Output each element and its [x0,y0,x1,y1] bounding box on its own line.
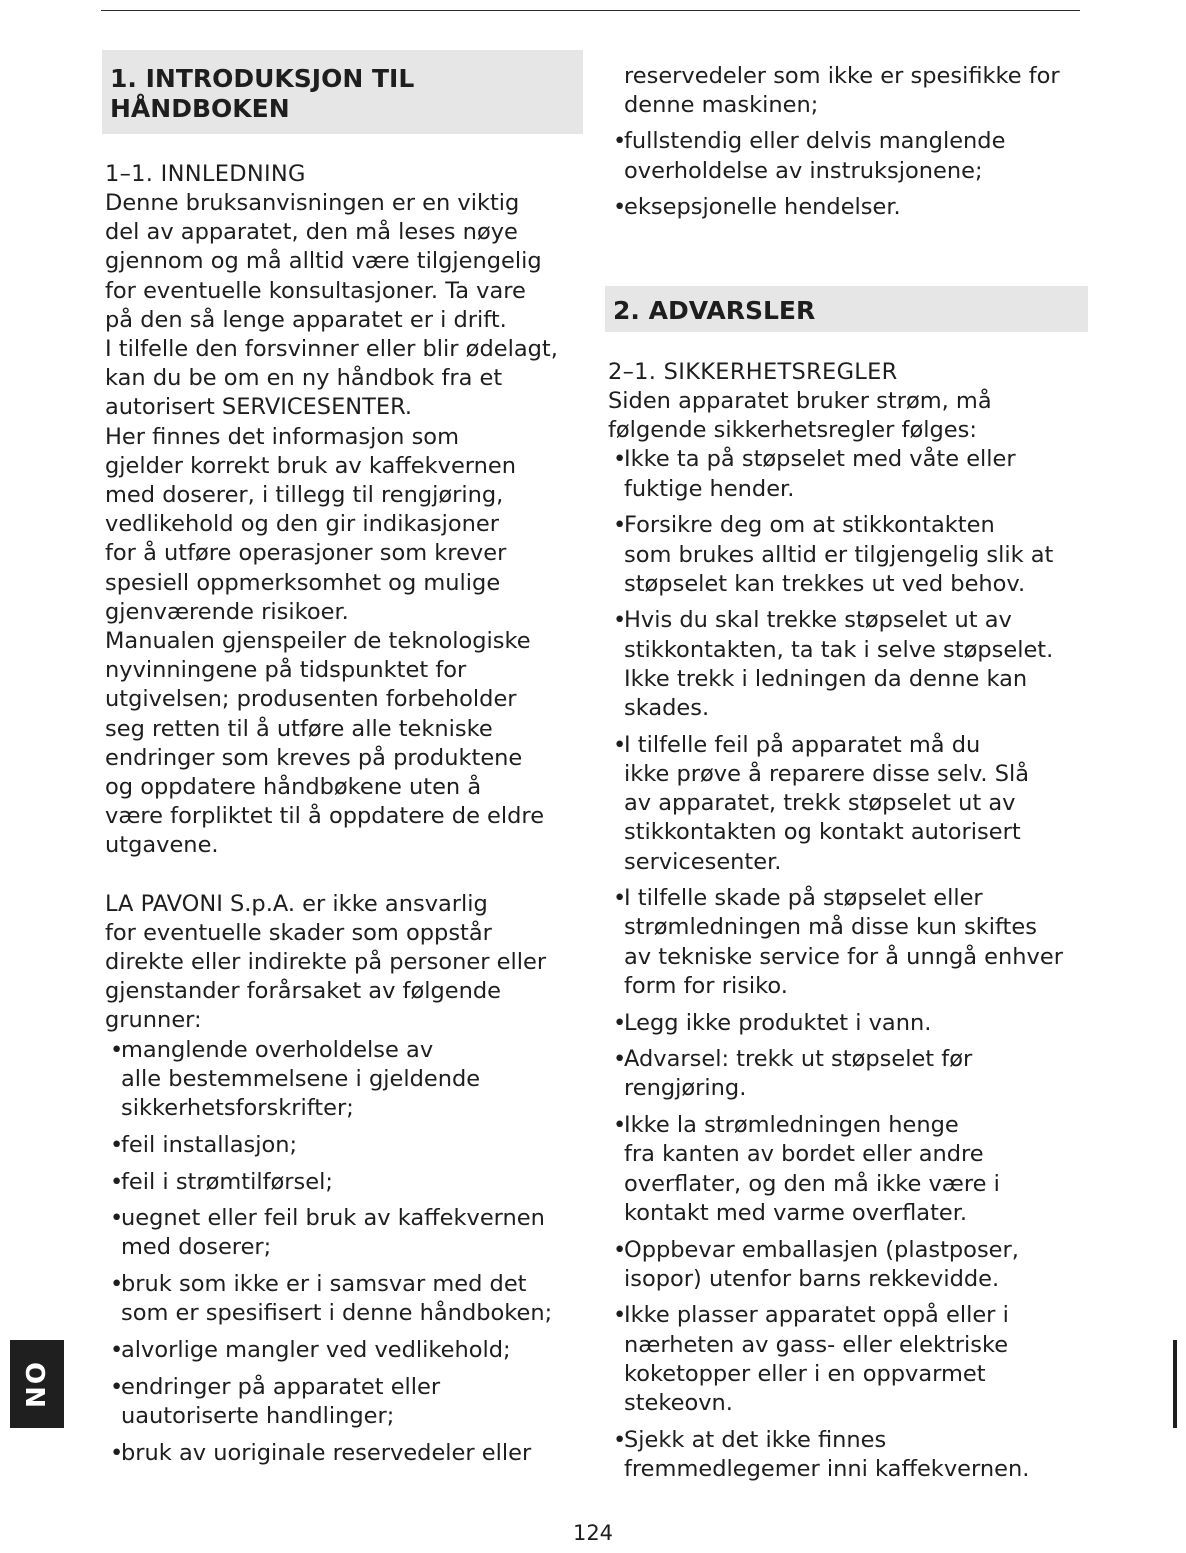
list-item: • feil i strømtilførsel; [105,1168,583,1197]
language-tab [10,1340,64,1428]
list-item: • manglende overholdelse av alle bestemmelsene i gjeldende sikkerhetsforskrifter; [105,1036,583,1124]
liability-paragraph: LA PAVONI S.p.A. er ikke ansvarlig for eventuelle skader som oppstår direkte eller indirekte på personer eller gjenstander forårsaket av følgende grunner: [105,890,547,1034]
list-item: • I tilfelle skade på støpselet eller strømledningen må disse kun skiftes av tekniske service for å unngå enhver form for risiko. [608,884,1088,1001]
list-item: • alvorlige mangler ved vedlikehold; [105,1336,583,1365]
top-rule [101,10,1080,11]
list-item: • I tilfelle feil på apparatet må du ikke prøve å reparere disse selv. Slå av apparatet, trekk støpselet ut av stikkontakten og kontakt autorisert servicesenter. [608,731,1088,877]
list-item: • Advarsel: trekk ut støpselet før rengjøring. [608,1045,1088,1103]
list-item: • Oppbevar emballasjen (plastposer, isopor) utenfor barns rekkevidde. [608,1236,1088,1294]
list-item: • eksepsjonelle hendelser. [608,193,1088,222]
section-2-heading: 2. ADVARSLER [605,286,1088,332]
section-1-heading: 1. INTRODUKSJON TIL HÅNDBOKEN [102,50,583,134]
right-column [608,62,1088,1492]
language-code: NO [22,1360,52,1408]
safety-rules-list [608,445,1088,1484]
edge-marker [1173,1340,1177,1428]
list-item: • uegnet eller feil bruk av kaffekvernen med doserer; [105,1204,583,1262]
page-number: 124 [572,1521,614,1545]
list-item: • fullstendig eller delvis manglende overholdelse av instruksjonene; [608,127,1088,185]
list-item: • Ikke plasser apparatet oppå eller i nærheten av gass- eller elektriske koketopper eller i en oppvarmet stekeovn. [608,1301,1088,1418]
list-item: • Hvis du skal trekke støpselet ut av stikkontakten, ta tak i selve støpselet. Ikke trekk i ledningen da denne kan skades. [608,606,1088,723]
intro-paragraph: Denne bruksanvisningen er en viktig del av apparatet, den må leses nøye gjennom og må alltid være tilgjengelig for eventuelle konsultasjoner. Ta vare på den så lenge apparatet er i drift. I tilfelle den forsvinner eller blir ødelagt, kan du be om en ny håndbok fra et autorisert SERVICESENTER. Her finnes det informasjon som gjelder korrekt bruk av kaffekvernen med doserer, i tillegg til rengjøring, vedlikehold og den gir indikasjoner for å utføre operasjoner som krever spesiell oppmerksomhet og mulige gjenværende risikoer. Manualen gjenspeiler de teknologiske nyvinningene på tidspunktet for utgivelsen; produsenten forbeholder seg retten til å utføre alle tekniske endringer som kreves på produktene og oppdatere håndbøkene uten å være forpliktet til å oppdatere de eldre utgavene. [105,190,558,859]
list-item: • endringer på apparatet eller uautoriserte handlinger; [105,1373,583,1431]
list-item: • Ikke la strømledningen henge fra kanten av bordet eller andre overflater, og den må ikke være i kontakt med varme overflater. [608,1111,1088,1228]
left-column [105,50,583,1475]
subsection-2-1-heading: 2–1. SIKKERHETSREGLER [608,359,898,386]
list-item: • feil installasjon; [105,1131,583,1160]
liability-list [105,1036,583,1468]
list-continuation: reservedeler som ikke er spesifikke for denne maskinen; [624,63,1060,119]
safety-intro: Siden apparatet bruker strøm, må følgende sikkerhetsregler følges: [608,388,992,444]
list-item: • Forsikre deg om at stikkontakten som brukes alltid er tilgjengelig slik at støpselet kan trekkes ut ved behov. [608,511,1088,599]
list-item: • bruk som ikke er i samsvar med det som er spesifisert i denne håndboken; [105,1270,583,1328]
list-item: • bruk av uoriginale reservedeler eller [105,1439,583,1468]
liability-list-continued [608,127,1088,222]
list-item: • Sjekk at det ikke finnes fremmedlegemer inni kaffekvernen. [608,1426,1088,1484]
subsection-1-1-heading: 1–1. INNLEDNING [105,161,306,187]
list-item: • Ikke ta på støpselet med våte eller fuktige hender. [608,445,1088,503]
list-item: • Legg ikke produktet i vann. [608,1009,1088,1038]
